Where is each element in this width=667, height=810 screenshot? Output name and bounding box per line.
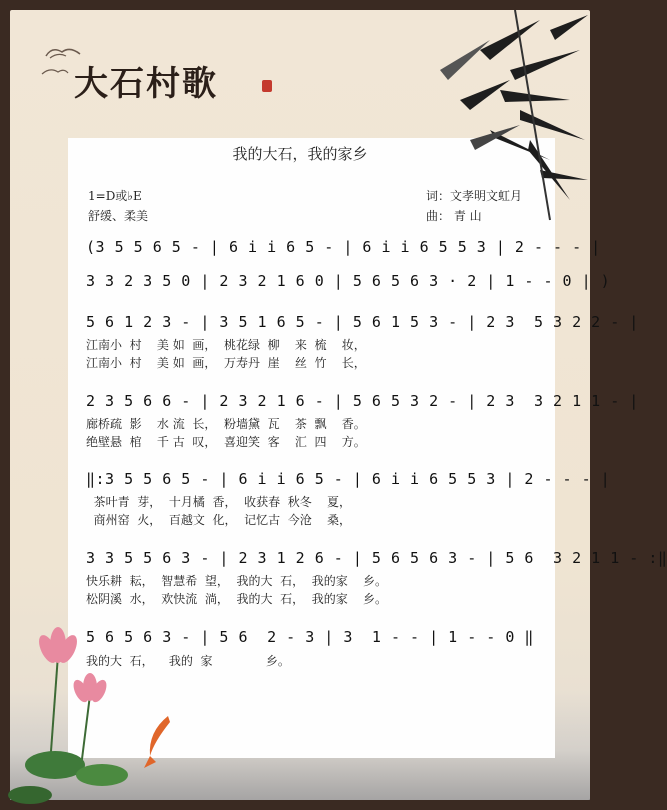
lyric-line-3b: 商州窑 火， 百越文 化， 记忆古 今沧 桑，: [86, 513, 352, 527]
score-line-3: ‖:3 5 5 6 5 - | 6 i i 6 5 - | 6 i i 6 5 5 3 | 2 - - - |: [86, 470, 611, 488]
lyric-line-2b: 绝壁悬 棺 千 古 叹， 喜迎笑 客 汇 四 方。: [86, 435, 366, 449]
lyric-line-4b: 松阴溪 水， 欢快流 淌， 我的大 石， 我的家 乡。: [86, 592, 388, 606]
composer-credit: 曲： 青 山: [426, 209, 482, 223]
cloud-small-icon: [40, 66, 70, 78]
key-signature: 1=D或♭E: [88, 189, 142, 203]
score-line-5: 5 6 5 6 3 - | 5 6 2 - 3 | 3 1 - - | 1 - - 0 ‖: [86, 628, 534, 646]
score-line-1: 5 6 1 2 3 - | 3 5 1 6 5 - | 5 6 1 5 3 - | 2 3 5 3 2 2 - |: [86, 313, 639, 331]
lyric-line-3a: 茶叶青 芽， 十月橘 香， 收获春 秋冬 夏，: [86, 495, 352, 509]
red-seal-stamp: [262, 80, 272, 92]
lyric-line-1b: 江南小 村 美 如 画， 万寿丹 崖 丝 竹 长，: [86, 356, 366, 370]
score-line-2: 2 3 5 6 6 - | 2 3 2 1 6 - | 5 6 5 3 2 - | 2 3 3 2 1 1 - |: [86, 392, 639, 410]
lyric-line-5: 我的大 石， 我的 家 乡。: [86, 654, 290, 668]
tempo-mood: 舒缓、柔美: [88, 209, 149, 223]
song-title: 我的大石，我的家乡: [232, 145, 368, 163]
lyric-line-2a: 廊桥疏 影 水 流 长， 粉墙黛 瓦 茶 飘 香。: [86, 417, 366, 431]
score-intro-line-1: (3 5 5 6 5 - | 6 i i 6 5 - | 6 i i 6 5 5 3 | 2 - - - |: [86, 238, 601, 256]
koi-fish-illustration: [140, 712, 180, 772]
lyric-line-1a: 江南小 村 美 如 画， 桃花绿 柳 来 梳 妆，: [86, 338, 366, 352]
score-line-4: 3 3 5 5 6 3 - | 2 3 1 2 6 - | 5 6 5 6 3 - | 5 6 3 2 1 1 - :‖: [86, 549, 667, 567]
page-title: 大石村歌: [74, 64, 218, 104]
lyric-line-4a: 快乐耕 耘， 智慧希 望， 我的大 石， 我的家 乡。: [86, 574, 388, 588]
score-intro-line-2: 3 3 2 3 5 0 | 2 3 2 1 6 0 | 5 6 5 6 3 · 2 | 1 - - 0 | ): [86, 272, 611, 290]
lyricist-credit: 词：文孝明文虹月: [426, 189, 523, 203]
